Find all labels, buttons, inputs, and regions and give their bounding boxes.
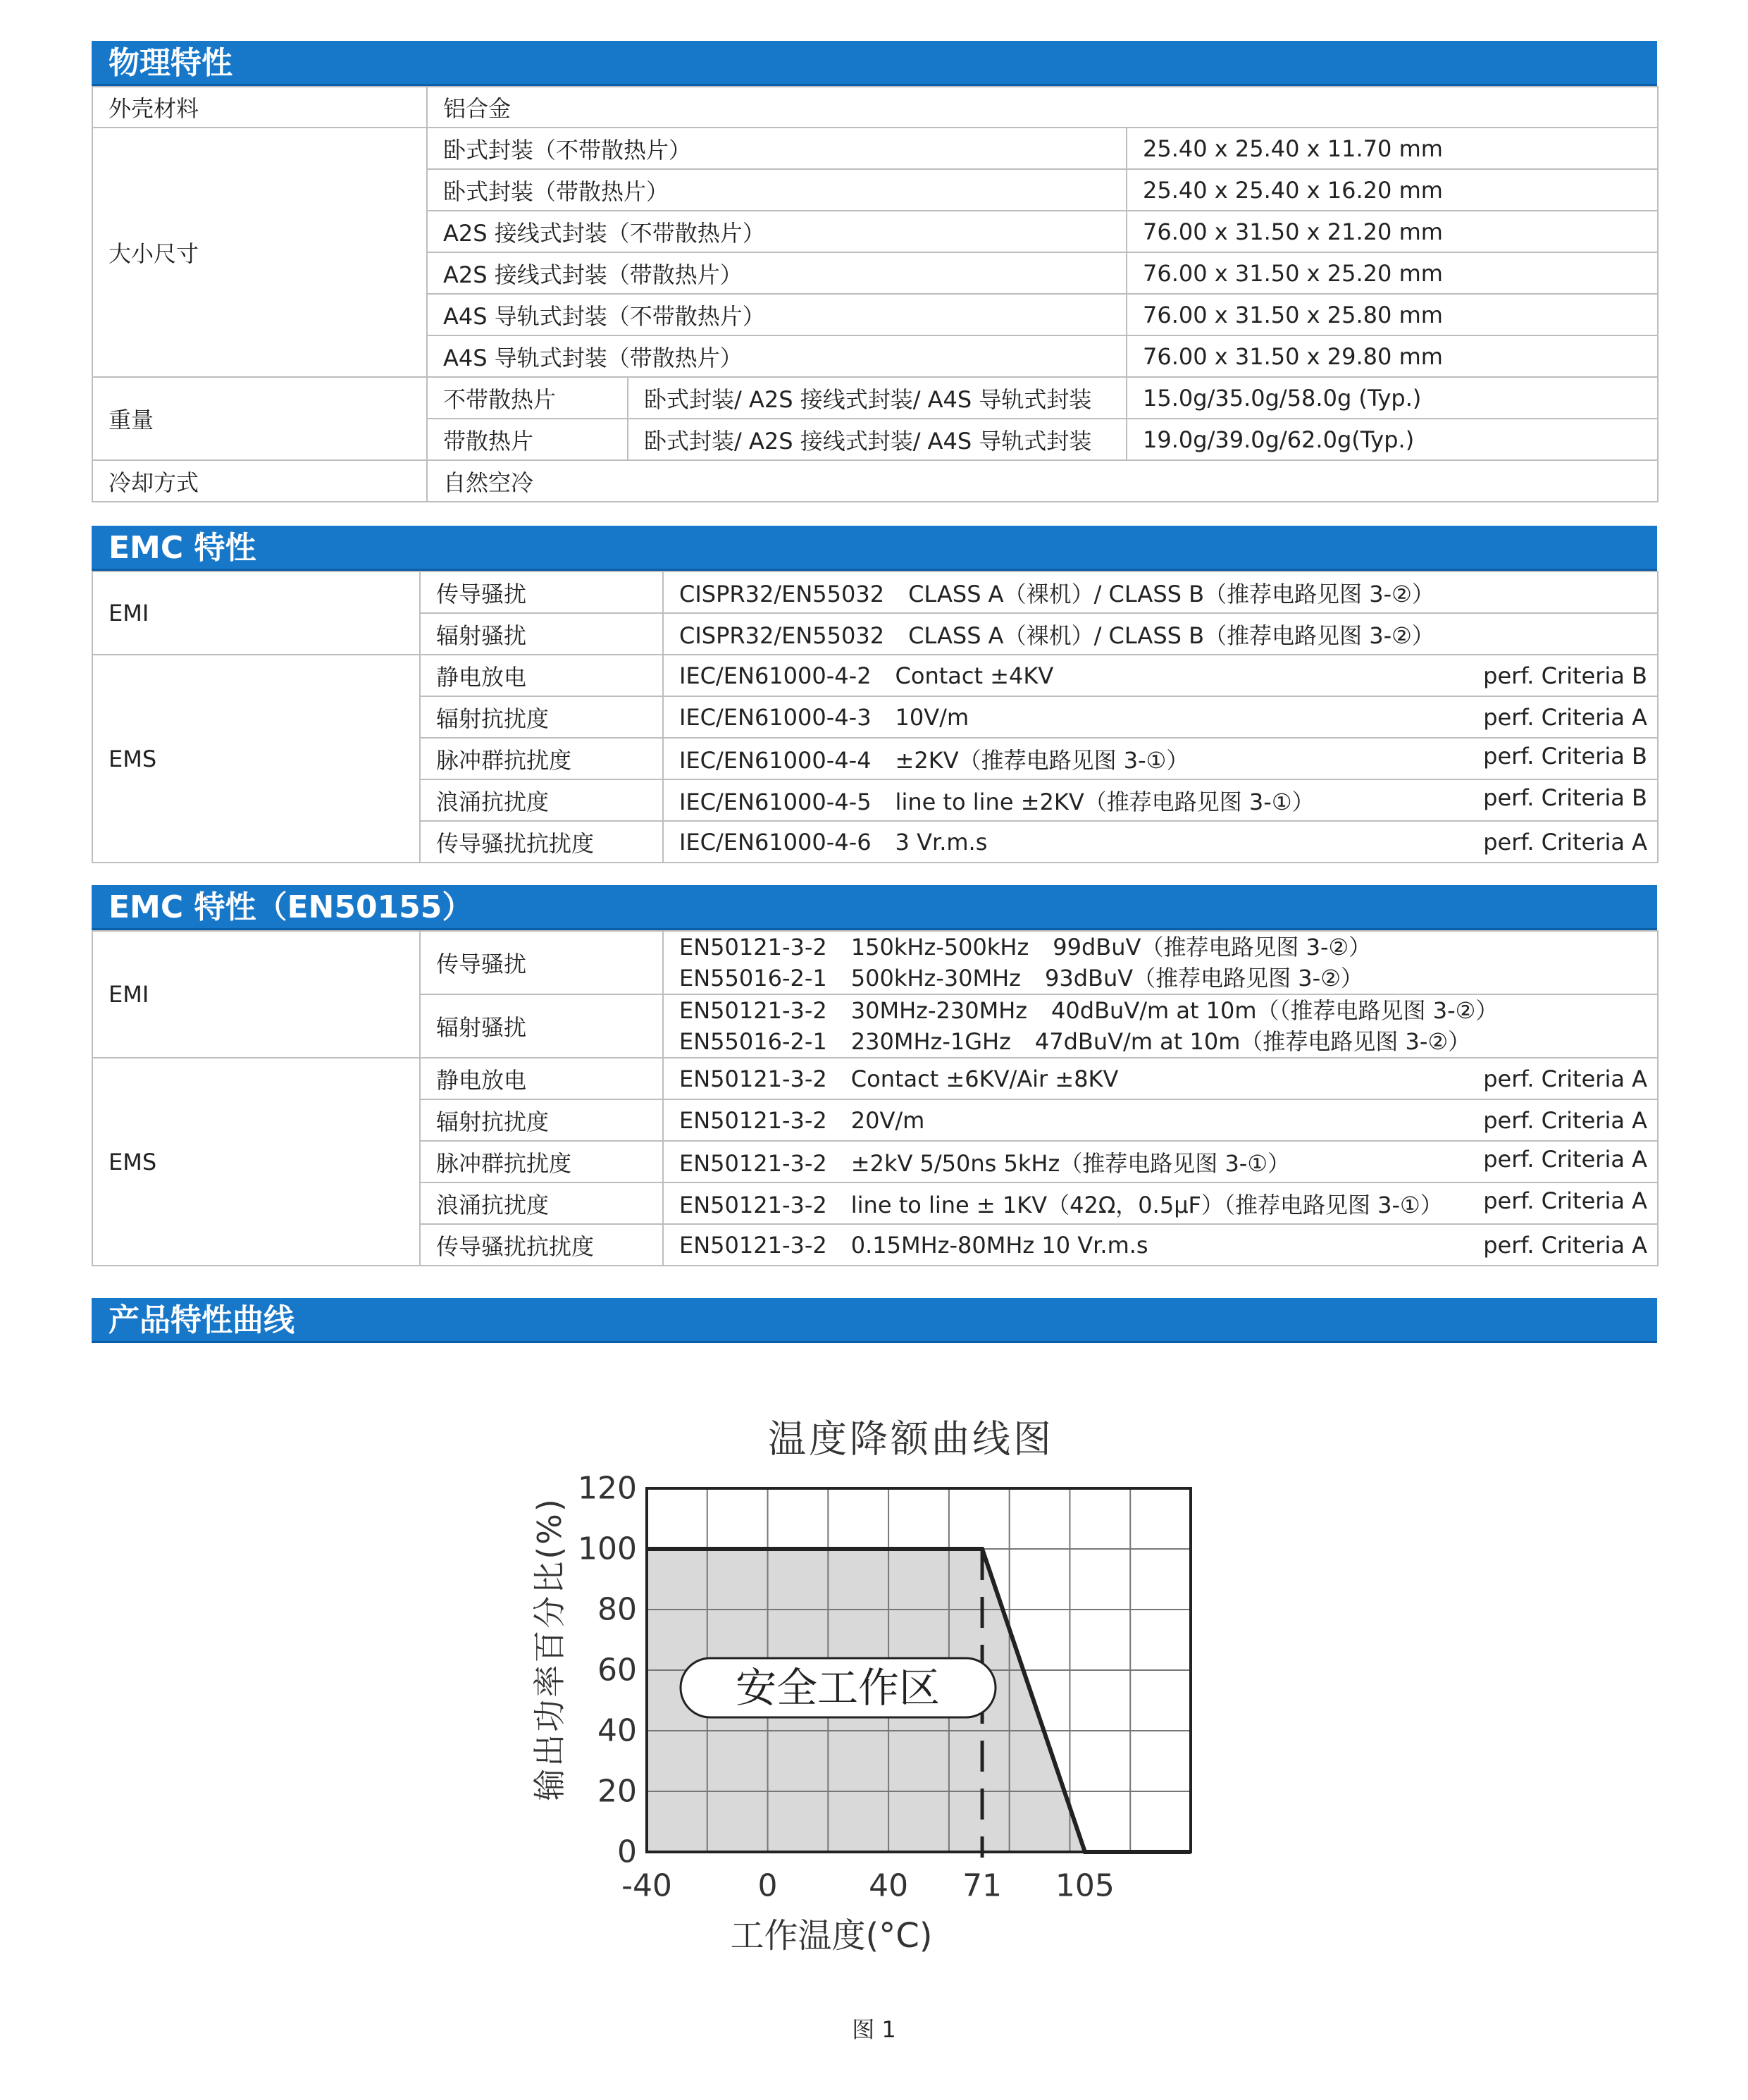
size-dimension: 76.00 x 31.50 x 21.20 mm <box>1127 211 1658 252</box>
emc-frequency: 150kHz-500kHz <box>850 934 1029 961</box>
emc-criteria: perf. Criteria B <box>1483 742 1647 770</box>
size-dimension: 76.00 x 31.50 x 25.80 mm <box>1127 294 1658 335</box>
emc-item: 辐射骚扰 <box>420 994 663 1058</box>
x-axis-label: 工作温度(°C) <box>730 1916 933 1956</box>
emc-value: 99dBuV（推荐电路见图 3-②） <box>1053 934 1372 961</box>
emc-criteria: perf. Criteria B <box>1483 662 1647 689</box>
emc-standard: CISPR32/EN55032 <box>679 622 885 649</box>
emc-standard: EN50121-3-2 <box>679 1106 827 1134</box>
emc-standard: IEC/EN61000-4-5 <box>679 788 872 815</box>
emc-criteria: perf. Criteria B <box>1483 784 1647 811</box>
size-package: A2S 接线式封装（不带散热片） <box>427 211 1127 252</box>
emc-item: 脉冲群抗扰度 <box>420 1141 663 1182</box>
emc-item: 浪涌抗扰度 <box>420 779 663 821</box>
y-axis-label: 输出功率百分比(%) <box>531 1497 569 1801</box>
size-package: 卧式封装（不带散热片） <box>427 128 1127 169</box>
weight-value: 15.0g/35.0g/58.0g (Typ.) <box>1127 377 1658 419</box>
size-package: 卧式封装（带散热片） <box>427 169 1127 211</box>
emc-standard: IEC/EN61000-4-3 <box>679 703 872 731</box>
size-package: A2S 接线式封装（带散热片） <box>427 252 1127 294</box>
size-label: 大小尺寸 <box>92 128 427 377</box>
emc-condition: ±2KV（推荐电路见图 3-①） <box>895 746 1189 774</box>
y-tick-label: 20 <box>597 1773 637 1810</box>
x-tick-labels <box>621 1868 1115 1904</box>
size-dimension: 76.00 x 31.50 x 25.20 mm <box>1127 252 1658 294</box>
weight-type: 带散热片 <box>427 419 628 460</box>
emc-standard: IEC/EN61000-4-2 <box>679 662 872 689</box>
emc-condition: line to line ± 1KV（42Ω，0.5μF）（推荐电路见图 3-①） <box>850 1191 1443 1218</box>
emc-value: 93dBuV（推荐电路见图 3-②） <box>1044 965 1363 992</box>
cooling-label: 冷却方式 <box>92 460 427 502</box>
emc-value: 40dBuV/m at 10m（（推荐电路见图 3-②） <box>1051 997 1499 1024</box>
emi-label: EMI <box>92 931 420 1058</box>
emc-standard: EN50121-3-2 <box>679 1149 827 1177</box>
emc-condition: Contact ±6KV/Air ±8KV <box>850 1065 1119 1092</box>
emc-frequency: 500kHz-30MHz <box>850 965 1021 992</box>
emc-standard: CISPR32/EN55032 <box>679 580 885 607</box>
ems-label: EMS <box>92 1058 420 1266</box>
x-tick-label: -40 <box>621 1867 672 1904</box>
x-tick-label: 0 <box>757 1867 778 1904</box>
chart-title: 温度降额曲线图 <box>768 1416 1054 1462</box>
emc-standard: IEC/EN61000-4-6 <box>679 828 872 856</box>
cooling-value: 自然空冷 <box>427 460 1658 502</box>
weight-label: 重量 <box>92 377 427 460</box>
emc-item: 脉冲群抗扰度 <box>420 738 663 779</box>
physical-title: 物理特性 <box>92 41 1657 86</box>
emc-item: 传导骚扰 <box>420 572 663 613</box>
emc-item: 浪涌抗扰度 <box>420 1182 663 1224</box>
x-tick-label: 105 <box>1055 1867 1115 1904</box>
emc-criteria: perf. Criteria A <box>1483 703 1647 731</box>
y-tick-label: 0 <box>617 1834 637 1870</box>
size-dimension: 76.00 x 31.50 x 29.80 mm <box>1127 335 1658 377</box>
emc-criteria: perf. Criteria A <box>1483 1145 1647 1173</box>
emc-item: 传导骚扰抗扰度 <box>420 821 663 863</box>
emc-item: 传导骚扰抗扰度 <box>420 1224 663 1266</box>
y-tick-labels <box>578 1471 637 1870</box>
emc-value: 47dBuV/m at 10m（推荐电路见图 3-②） <box>1034 1028 1471 1055</box>
weight-type: 不带散热片 <box>427 377 628 419</box>
emc-criteria: perf. Criteria A <box>1483 1187 1647 1214</box>
emc-item: 静电放电 <box>420 655 663 696</box>
emc-condition: 0.15MHz-80MHz 10 Vr.m.s <box>850 1231 1148 1259</box>
emc-condition: line to line ±2KV（推荐电路见图 3-①） <box>895 788 1315 815</box>
y-tick-label: 40 <box>597 1712 637 1749</box>
emc-standard: EN55016-2-1 <box>679 965 827 992</box>
emc-condition: CLASS A（裸机）/ CLASS B（推荐电路见图 3-②） <box>908 622 1434 649</box>
emc-criteria: perf. Criteria A <box>1483 1231 1647 1259</box>
size-dimension: 25.40 x 25.40 x 11.70 mm <box>1127 128 1658 169</box>
emc-title: EMC 特性 <box>92 526 1657 571</box>
size-package: A4S 导轨式封装（不带散热片） <box>427 294 1127 335</box>
emc-condition: 3 Vr.m.s <box>895 828 988 856</box>
emc-criteria: perf. Criteria A <box>1483 1106 1647 1134</box>
y-tick-label: 120 <box>578 1470 637 1507</box>
emc-condition: CLASS A（裸机）/ CLASS B（推荐电路见图 3-②） <box>908 580 1434 607</box>
weight-package: 卧式封装/ A2S 接线式封装/ A4S 导轨式封装 <box>628 377 1127 419</box>
emc-frequency: 30MHz-230MHz <box>850 997 1028 1024</box>
y-tick-label: 60 <box>597 1652 637 1688</box>
emc-criteria: perf. Criteria A <box>1483 1065 1647 1092</box>
emc-item: 辐射骚扰 <box>420 613 663 655</box>
x-tick-label: 40 <box>869 1867 909 1904</box>
emc-standard: EN50121-3-2 <box>679 1065 827 1092</box>
y-tick-label: 100 <box>578 1531 637 1567</box>
emc-en50155-title: EMC 特性（EN50155） <box>92 885 1657 930</box>
emc-condition: ±2kV 5/50ns 5kHz（推荐电路见图 3-①） <box>850 1149 1291 1177</box>
emc-standard: IEC/EN61000-4-4 <box>679 746 872 774</box>
safe-region-label: 安全工作区 <box>735 1664 941 1712</box>
emc-item: 静电放电 <box>420 1058 663 1099</box>
ems-label: EMS <box>92 655 420 863</box>
emc-standard: EN50121-3-2 <box>679 997 827 1024</box>
shell-value: 铝合金 <box>427 87 1658 128</box>
y-tick-label: 80 <box>597 1591 637 1628</box>
weight-value: 19.0g/39.0g/62.0g(Typ.) <box>1127 419 1658 460</box>
figure-label: 图 1 <box>852 2016 896 2043</box>
emc-item: 辐射抗扰度 <box>420 1099 663 1141</box>
size-dimension: 25.40 x 25.40 x 16.20 mm <box>1127 169 1658 211</box>
emi-label: EMI <box>92 572 420 655</box>
shell-label: 外壳材料 <box>92 87 427 128</box>
emc-condition: 10V/m <box>895 703 969 731</box>
emc-item: 辐射抗扰度 <box>420 696 663 738</box>
size-package: A4S 导轨式封装（带散热片） <box>427 335 1127 377</box>
emc-standard: EN55016-2-1 <box>679 1028 827 1055</box>
weight-package: 卧式封装/ A2S 接线式封装/ A4S 导轨式封装 <box>628 419 1127 460</box>
x-tick-label: 71 <box>962 1867 1003 1904</box>
emc-standard: EN50121-3-2 <box>679 934 827 961</box>
emc-item: 传导骚扰 <box>420 931 663 994</box>
emc-standard: EN50121-3-2 <box>679 1191 827 1218</box>
emc-criteria: perf. Criteria A <box>1483 828 1647 856</box>
curves-title: 产品特性曲线 <box>92 1298 1657 1343</box>
emc-condition: Contact ±4KV <box>895 662 1054 689</box>
emc-frequency: 230MHz-1GHz <box>850 1028 1011 1055</box>
emc-standard: EN50121-3-2 <box>679 1231 827 1259</box>
emc-condition: 20V/m <box>850 1106 925 1134</box>
